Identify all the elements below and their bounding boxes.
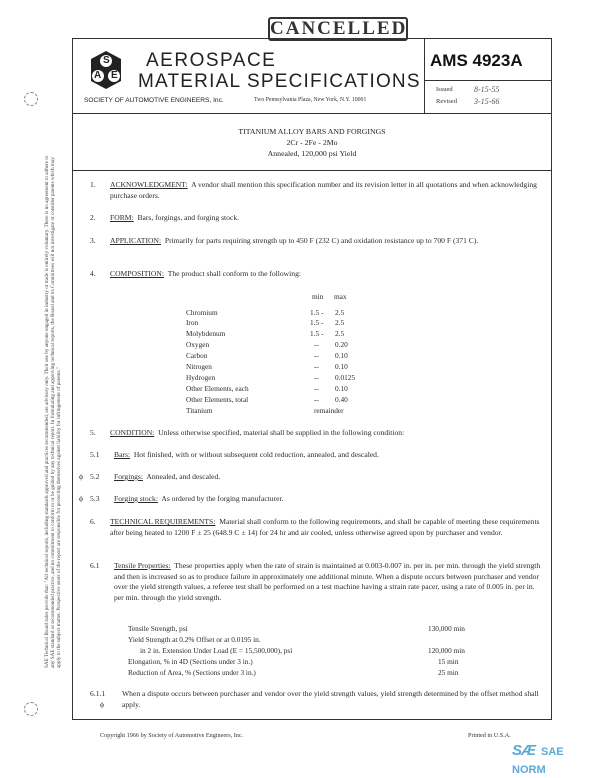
section-2-number: 2. (90, 213, 96, 222)
revised-date: 3-15-66 (474, 97, 500, 106)
composition-min: -- (314, 340, 319, 349)
composition-element: Chromium (186, 308, 218, 317)
tensile-label: in 2 in. Extension Under Load (E = 15,500,000), psi (140, 646, 293, 655)
title-divider (72, 170, 552, 171)
section-3-body (110, 236, 544, 247)
composition-max: 0.10 (335, 384, 348, 393)
sae-norm-logo-icon: SÆ (512, 742, 536, 759)
section-5-3-text: As ordered by the forging manufacturer. (161, 494, 284, 503)
composition-min: -- (314, 395, 319, 404)
section-6-number: 6. (90, 517, 96, 526)
logo-letter-a: A (94, 70, 102, 81)
printed-in: Printed in U.S.A. (468, 732, 511, 739)
logo-letter-s: S (103, 55, 110, 66)
section-6-1-body (114, 561, 542, 603)
section-6-text: Material shall conform to the following requirements, and shall be capable of meeting these requirements after being heated to 1200 F ± 25 (648.9 C ± 14) for 24 hr and air cooled, unless otherwise agreed upon by purchaser and vendor. (110, 517, 540, 537)
issued-date: 8-15-55 (474, 85, 500, 94)
section-5-3-heading: Forging stock: (114, 494, 158, 503)
society-name: SOCIETY OF AUTOMOTIVE ENGINEERS, Inc. (84, 97, 224, 104)
section-3-heading: APPLICATION: (110, 236, 162, 245)
composition-min: -- (314, 362, 319, 371)
side-note: SAE Technical Board rules provide that: "All technical reports, including standards approved and practices recommended, are advisory only. Their use by anyone engaged in industry or trade is entirely voluntary. There is no agreement to adhere to any SAE standard or recommended practice, and no commitment to conform to or be guided by any technical report. In formulating and approving technical reports, the Board and its Committees will not investigate or consider patents which may apply to the subject matter. Prospective users of the report are responsible for protecting themselves against liability for infringement of patents." (44, 155, 63, 668)
composition-max: 0.40 (335, 395, 348, 404)
composition-element: Carbon (186, 351, 208, 360)
composition-min: 1.5 - (310, 329, 324, 338)
section-3-number: 3. (90, 236, 96, 245)
section-6-body (110, 517, 542, 538)
section-4-text: The product shall conform to the following: (167, 269, 301, 278)
section-5-3-number: 5.3 (90, 494, 100, 503)
composition-min: -- (314, 373, 319, 382)
tensile-label: Elongation, % in 4D (Sections under 3 in.) (128, 657, 253, 666)
composition-min: -- (314, 351, 319, 360)
tensile-value: 15 min (438, 657, 459, 666)
composition-element: Other Elements, total (186, 395, 249, 404)
composition-max: remainder (314, 406, 344, 415)
binder-hole-mark (24, 92, 38, 106)
composition-max: 2.5 (335, 318, 345, 327)
composition-min-header: min (312, 292, 324, 301)
section-2-text: Bars, forgings, and forging stock. (137, 213, 240, 222)
copyright: Copyright 1966 by Society of Automotive Engineers, Inc. (100, 732, 244, 739)
sae-norm-brand (512, 742, 600, 778)
section-6-1-1-number: 6.1.1 (90, 689, 106, 698)
section-5-2-body (114, 472, 544, 483)
revision-mark: ϕ (79, 472, 83, 481)
section-6-1-text: These properties apply when the rate of strain is maintained at 0.003-0.007 in. per in. per min. through the yield strength and then is increased so as to produce failure in approximately one additional minute. When a dispute occurs between purchaser and vendor over the yield strength values, a referee test shall be performed on a test machine having a strain rate pacer, using a rate of 0.005 in. per in. per min. through the yield strength. (114, 561, 541, 602)
section-6-heading: TECHNICAL REQUIREMENTS: (110, 517, 216, 526)
section-5-1-text: Hot finished, with or without subsequent cold reduction, annealed, and descaled. (133, 450, 379, 459)
issued-label: Issued (436, 86, 453, 93)
composition-element: Molybdenum (186, 329, 226, 338)
section-5-1-body (114, 450, 544, 461)
composition-element: Iron (186, 318, 199, 327)
composition-element: Hydrogen (186, 373, 216, 382)
composition-element: Oxygen (186, 340, 210, 349)
tensile-value: 130,000 min (428, 624, 465, 633)
section-1-heading: ACKNOWLEDGMENT: (110, 180, 188, 189)
binder-hole-mark (24, 702, 38, 716)
section-1-text: A vendor shall mention this specification number and its revision letter in all quotations and when acknowledging purchase orders. (110, 180, 537, 200)
section-1-number: 1. (90, 180, 96, 189)
section-3-text: Primarily for parts requiring strength up to 450 F (232 C) and oxidation resistance up to 700 F (371 C). (164, 236, 479, 245)
section-5-1-heading: Bars: (114, 450, 131, 459)
composition-max: 0.10 (335, 362, 348, 371)
section-5-2-heading: Forgings: (114, 472, 143, 481)
material-condition: Annealed, 120,000 psi Yield (267, 149, 357, 158)
section-5-3-body (114, 494, 544, 505)
composition-element: Nitrogen (186, 362, 212, 371)
section-4-body (110, 269, 540, 280)
tensile-value: 25 min (438, 668, 459, 677)
composition-max: 0.20 (335, 340, 348, 349)
section-5-text: Unless otherwise specified, material shall be supplied in the following condition: (158, 428, 405, 437)
tensile-value: 120,000 min (428, 646, 465, 655)
composition-max: 2.5 (335, 308, 345, 317)
section-6-1-number: 6.1 (90, 561, 100, 570)
revision-mark: ϕ (100, 700, 104, 709)
section-4-number: 4. (90, 269, 96, 278)
section-5-number: 5. (90, 428, 96, 437)
tensile-label: Yield Strength at 0.2% Offset or at 0.0195 in. (128, 635, 261, 644)
spec-number-divider (424, 80, 552, 81)
composition-min: 1.5 - (310, 308, 324, 317)
section-1-body (110, 180, 540, 201)
section-6-1-1-text: When a dispute occurs between purchaser and vendor over the yield strength values, yield strength determined by the offset method shall apply. (122, 689, 539, 709)
header-title-line1: AEROSPACE (146, 50, 277, 71)
composition-max: 0.0125 (335, 373, 356, 382)
section-6-1-heading: Tensile Properties: (114, 561, 171, 570)
section-5-heading: CONDITION: (110, 428, 155, 437)
tensile-label: Reduction of Area, % (Sections under 3 in.) (128, 668, 256, 677)
revision-mark: ϕ (79, 494, 83, 503)
composition-element: Titanium (186, 406, 213, 415)
composition-min: -- (314, 384, 319, 393)
stamp-text: CANCELLED (270, 18, 408, 39)
composition-max: 0.10 (335, 351, 348, 360)
spec-number: AMS 4923A (430, 51, 523, 70)
society-address: Two Pennsylvania Plaza, New York, N.Y. 10001 (254, 97, 367, 103)
section-2-body (110, 213, 540, 224)
section-5-body (110, 428, 540, 439)
composition-max-header: max (334, 292, 347, 301)
logo-letter-e: E (111, 70, 118, 81)
composition-max: 2.5 (335, 329, 345, 338)
section-5-1-number: 5.1 (90, 450, 100, 459)
composition-element: Other Elements, each (186, 384, 249, 393)
sae-norm-text: SAE NORM (512, 746, 564, 776)
section-4-heading: COMPOSITION: (110, 269, 165, 278)
revised-label: Revised (436, 98, 457, 105)
header-divider (72, 113, 552, 114)
material-alloy: 2Cr - 2Fe - 2Mo (286, 138, 338, 147)
section-5-2-number: 5.2 (90, 472, 100, 481)
tensile-label: Tensile Strength, psi (128, 624, 188, 633)
spec-box-divider (424, 38, 425, 113)
sae-logo (86, 50, 126, 90)
section-2-heading: FORM: (110, 213, 134, 222)
section-5-2-text: Annealed, and descaled. (146, 472, 221, 481)
header-title-line2: MATERIAL SPECIFICATIONS (138, 71, 421, 92)
composition-min: 1.5 - (310, 318, 324, 327)
material-title: TITANIUM ALLOY BARS AND FORGINGS (238, 127, 386, 136)
